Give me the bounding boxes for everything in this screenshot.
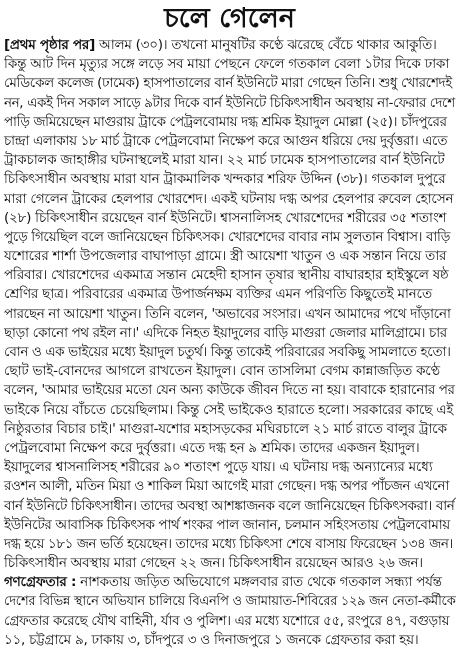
line-text: মারা গেলেন ট্রাকের হেলপার খোরশেদ। একই ঘটনায় দগ্ধ অপর হেলপার রুবেল হোসেন [4, 190, 454, 207]
article-line [4, 209, 456, 228]
article-line [4, 55, 456, 74]
article-line [4, 420, 456, 439]
article-line [4, 497, 456, 516]
article-line [4, 439, 456, 458]
line-text: পুড়ে গিয়েছিল বলে জানিয়েছেন চিকিৎসক। খোরশেদের বাবার নাম সুলতান বিশ্বাস। বাড়ি [4, 229, 450, 245]
article-line [4, 554, 456, 573]
article-body [0, 36, 459, 650]
line-text: ইয়াদুলের শ্বাসনালিসহ শরীরের ৯০ শতাংশ পুড়ে যায়। এ ঘটনায় দগ্ধ অন্যান্যের মধ্যে [4, 459, 433, 476]
article-line [4, 228, 456, 247]
line-text: ছাড়া কোনো পথ রইল না।' এদিকে নিহত ইয়াদুলের বাড়ি মাগুরা জেলার মালিগ্রামে। চার [4, 325, 447, 341]
article-line [4, 247, 456, 266]
article-line [4, 535, 456, 554]
line-text: চান্দ্রা এলাকায় ১৮ মার্চ ট্রাকে পেট্রলবোমা নিক্ষেপ করে আগুন ধরিয়ে দেয় দুর্বৃত্তরা। এতে [4, 133, 448, 149]
line-text: নিষ্ঠুরতার বিচার চাই।' মাগুরা-যশোর মহাসড়কের মঘিরচালে ২১ মার্চ রাতে বালুর ট্রাকে [4, 420, 447, 437]
line-text: (২৮) চিকিৎসাধীন রয়েছেন বার্ন ইউনিটে। শ্বাসনালিসহ খোরশেদের শরীরের ৩৫ শতাংশ [4, 209, 447, 226]
article-line [4, 94, 456, 113]
line-text: ইউনিটের আবাসিক চিকিৎসক পার্থ শংকর পাল জানান, চলমান সহিংসতায় পেট্রলবোমায় [4, 517, 450, 533]
line-text: পরিবার। খোরশেদের একমাত্র সন্তান মেহেদী হাসান তৃষার স্থানীয় বাঘারহার হাইস্কুলে ষষ্ঠ [4, 267, 449, 284]
article-line [4, 170, 456, 189]
line-text: নাশকতায় জড়িত অভিযোগে মঙ্গলবার রাত থেকে গতকাল সন্ধ্যা পর্যন্ত [76, 574, 442, 591]
article-line [4, 36, 456, 55]
article-line [4, 190, 456, 209]
article-line [4, 381, 456, 400]
line-text: শ্রেণির ছাত্র। পরিবারের একমাত্র উপার্জনক্ষম ব্যক্তির এমন পরিণতি কিছুতেই মানতে [4, 286, 432, 303]
article-headline: চলে গেলেন [164, 3, 295, 34]
line-text: ছোট ভাই-বোনদের আগলে রাখতেন ইয়াদুল। বোন তাসলিমা বেগম কান্নাজড়িত কণ্ঠে [4, 363, 440, 380]
line-text: নন, একই দিন সকাল সাড়ে ৯টার দিকে বার্ন ইউনিটে চিকিৎসাধীন অবস্থায় না-ফেরার দেশে [4, 95, 455, 111]
line-text: বলেন, 'আমার ভাইয়ের মতো যেন অন্য কাউকে জীবন দিতে না হয়। বাবাকে হারানোর পর [4, 383, 455, 399]
line-text: মেডিকেল কলেজ (ঢামেক) হাসপাতালের বার্ন ইউনিটে মারা গেছেন তিনি। শুধু খোরশেদই [4, 76, 452, 92]
line-text: বোন ও এক ভাইয়ের মধ্যে ইয়াদুল চতুর্থ। কিন্তু তাকেই পরিবারের সবকিছু সামলাতে হতো। [4, 345, 451, 360]
bold-lead-text: [প্রথম পৃষ্ঠার পর] [4, 37, 95, 53]
line-text: রওশন আলী, মতিন মিয়া ও শাকিল মিয়া আগেই মারা গেছেন। দগ্ধ অপর পাঁচজন এখনো [4, 479, 450, 495]
line-text: ১১, চট্টগ্রামে ৯, ঢাকায় ৩, চাঁদপুরে ৩ ও দিনাজপুরে ১ জনকে গ্রেফতার করা হয়। [4, 631, 419, 648]
article-line [4, 477, 456, 496]
line-text: পেট্রলবোমা নিক্ষেপ করে দুর্বৃত্তরা। এতে দগ্ধ হন ৯ শ্রমিক। তাদের একজন ইয়াদুল। [4, 439, 420, 456]
line-text: চিকিৎসাধীন অবস্থায় মারা গেছেন ২২ জন। চিকিৎসাধীন রয়েছেন আরও ২৬ জন। [4, 555, 423, 572]
bold-lead-text: গণগ্রেফতার : [4, 574, 77, 591]
article-line [4, 74, 456, 93]
article-line [4, 285, 456, 304]
article-line [4, 362, 456, 381]
line-text: দগ্ধ হয়ে ১৮১ জন ভর্তি হয়েছেন। তাদের মধ্যে চিকিৎসা শেষে বাসায় ফিরেছেন ১৩৪ জন। [4, 536, 453, 552]
article-line [4, 324, 456, 343]
article-line [4, 305, 456, 324]
article-line [4, 132, 456, 151]
article-line [4, 631, 456, 650]
line-text: যশোরের শার্শা উপজেলার বাঘাপাড়া গ্রামে। স্ত্রী আয়েশা খাতুন ও এক সন্তান নিয়ে তার [4, 248, 447, 265]
article-line [4, 401, 456, 420]
line-text: গ্রেফতার করেছে যৌথ বাহিনী, র্যাব ও পুলিশ। এর মধ্যে যশোরে ৫৫, রংপুরে ৪৭, বগুড়ায় [4, 613, 450, 629]
line-text: চিকিৎসাধীন অবস্থায় মারা যান ট্রাকমালিক খন্দকার শরিফ উদ্দিন (৩৮)। গতকাল দুপুরে [4, 171, 446, 188]
line-text: আলম (৩০)। তখনো মানুষটির কণ্ঠে ঝরেছে বেঁচে থাকার আকুতি। [95, 37, 437, 53]
line-text: বার্ন ইউনিটে চিকিৎসাধীন। তাদের অবস্থা আশঙ্কাজনক বলে জানিয়েছেন চিকিৎসকরা। বার্ন [4, 498, 455, 514]
article-line [4, 592, 456, 611]
line-text: পাড়ি জমিয়েছেন মাগুরায় ট্রাকে পেট্রলবোমায় দগ্ধ শ্রমিক ইয়াদুল মোল্লা (২৫)। চাঁদপুরের [4, 114, 447, 130]
line-text: ট্রাকচালক জাহাঙ্গীর ঘটনাস্থলেই মারা যান। ২২ মার্চ ঢামেক হাসপাতালের বার্ন ইউনিটে [4, 152, 445, 169]
article-line [4, 113, 456, 132]
line-text: দেশের বিভিন্ন স্থানে অভিযান চালিয়ে বিএনপি ও জামায়াত-শিবিরের ১২৯ জন নেতা-কর্মীকে [4, 594, 456, 610]
line-text: ভাইকে নিয়ে বাঁচতে চেয়েছিলাম। কিন্তু সেই ভাইকেও হারাতে হলো। সরকারের কাছে এই [4, 401, 454, 418]
line-text: কিন্তু আট দিন মৃত্যুর সঙ্গে লড়ে সব মায়া পেছনে ফেলে গতকাল বেলা ১টার দিকে ঢাকা [4, 56, 450, 73]
article-line [4, 458, 456, 477]
article-line [4, 151, 456, 170]
article-line [4, 516, 456, 535]
line-text: পারছেন না আয়েশা খাতুন। তিনি বলেন, 'অভাবের সংসার। এখন আমাদের পথে দাঁড়ানো [4, 306, 451, 322]
article-line [4, 343, 456, 362]
article-line [4, 266, 456, 285]
article-line [4, 612, 456, 631]
article-line [4, 573, 456, 592]
